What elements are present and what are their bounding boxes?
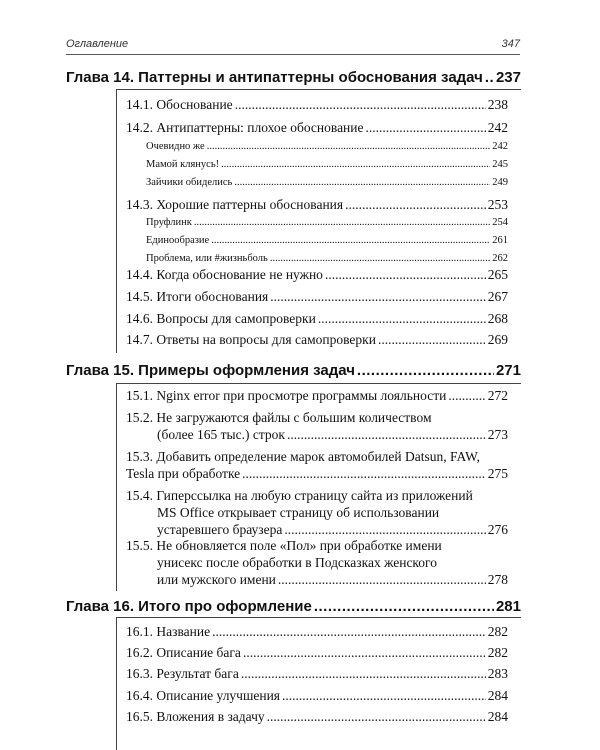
chapter-title: Глава 16. Итого про оформление	[66, 598, 312, 615]
entry-title: Вопросы для самопроверки	[156, 311, 316, 326]
entry-title: Описание улучшения	[156, 688, 281, 703]
toc-entry-14-6[interactable]	[126, 311, 508, 327]
dot-leader	[241, 666, 486, 682]
entry-page: 275	[487, 466, 508, 481]
entry-title-line: MS Office открывает страницу об использовании	[157, 505, 440, 520]
toc-subentry[interactable]	[146, 217, 508, 228]
running-header-section: Оглавление	[66, 38, 129, 50]
entry-page: 272	[487, 388, 508, 403]
toc-entry-15-1[interactable]	[126, 388, 508, 405]
entry-title-line: унисекс после обработки в Подсказках женского	[157, 555, 438, 570]
header-rule	[66, 54, 520, 55]
subentry-page: 249	[492, 177, 508, 188]
entry-number: 14.7.	[126, 332, 153, 347]
dot-leader	[448, 388, 485, 404]
subentry-page: 261	[492, 235, 508, 246]
dot-leader	[270, 253, 490, 264]
dot-leader	[318, 311, 486, 327]
chapter-16-heading[interactable]	[66, 598, 521, 615]
toc-subentry[interactable]	[146, 253, 508, 264]
toc-entry-16-3[interactable]	[126, 666, 508, 682]
entry-page: 284	[487, 688, 508, 703]
subentry-title: Зайчики обиделись	[146, 177, 233, 188]
running-header	[66, 34, 520, 52]
dot-leader	[212, 624, 486, 640]
toc-entry-16-5[interactable]	[126, 709, 508, 725]
chapter-16-rule	[116, 617, 521, 618]
toc-entry-16-4[interactable]	[126, 688, 508, 704]
toc-entry-15-3[interactable]	[126, 449, 508, 483]
dot-leader	[234, 177, 490, 188]
dot-leader	[314, 598, 494, 615]
entry-title-line: Не обновляется поле «Пол» при обработке имени	[156, 538, 442, 553]
entry-title-line: (более 165 тыс.) строк	[157, 427, 285, 442]
chapter-14-heading[interactable]	[66, 69, 521, 86]
toc-subentry[interactable]	[146, 159, 508, 170]
entry-title: Nginx error при просмотре программы лояльности	[156, 388, 447, 403]
dot-leader	[207, 141, 491, 152]
chapter-title: Глава 14. Паттерны и антипаттерны обоснования задач	[66, 69, 483, 86]
dot-leader	[278, 572, 486, 588]
dot-leader	[235, 97, 486, 113]
chapter-14-bar	[116, 89, 117, 353]
entry-title: Хорошие паттерны обоснования	[156, 197, 344, 212]
toc-subentry[interactable]	[146, 141, 508, 152]
toc-subentry[interactable]	[146, 235, 508, 246]
entry-page: 267	[487, 289, 508, 304]
entry-title-line: Гиперссылка на любую страницу сайта из приложений	[156, 488, 473, 503]
dot-leader	[357, 362, 494, 379]
entry-page: 268	[487, 311, 508, 326]
dot-leader	[345, 197, 486, 213]
entry-page: 238	[487, 97, 508, 112]
chapter-14-rule	[116, 89, 521, 90]
subentry-title: Единообразие	[146, 235, 210, 246]
chapter-page: 271	[495, 362, 521, 379]
dot-leader	[325, 267, 486, 283]
entry-title-line: устаревшего браузера	[157, 522, 283, 537]
entry-number: 14.1.	[126, 97, 153, 112]
chapter-15-heading[interactable]	[66, 362, 521, 379]
toc-subentry[interactable]	[146, 177, 508, 188]
entry-title-line: Не загружаются файлы с большим количеством	[156, 410, 432, 425]
entry-page: 253	[487, 197, 508, 212]
entry-number: 16.2.	[126, 645, 153, 660]
entry-number: 15.3.	[126, 449, 153, 464]
entry-title: Название	[156, 624, 211, 639]
entry-number: 15.4.	[126, 488, 153, 503]
toc-entry-14-4[interactable]	[126, 267, 508, 283]
entry-number: 14.3.	[126, 197, 153, 212]
entry-page: 273	[487, 427, 508, 442]
subentry-title: Проблема, или #жизньболь	[146, 253, 268, 264]
toc-entry-14-5[interactable]	[126, 289, 508, 305]
entry-number: 15.2.	[126, 410, 153, 425]
entry-number: 16.1.	[126, 624, 153, 639]
dot-leader	[194, 217, 490, 228]
entry-number: 16.4.	[126, 688, 153, 703]
entry-title: Результат бага	[156, 666, 239, 681]
entry-number: 15.5.	[126, 538, 153, 553]
toc-entry-16-1[interactable]	[126, 624, 508, 640]
toc-entry-14-2[interactable]	[126, 120, 508, 136]
toc-entry-15-2[interactable]	[126, 410, 508, 444]
dot-leader	[485, 69, 494, 86]
entry-page: 269	[487, 332, 508, 347]
dot-leader	[242, 466, 486, 482]
entry-title-line: или мужского имени	[157, 572, 276, 587]
entry-title: Итоги обоснования	[156, 289, 269, 304]
entry-title-line: Добавить определение марок автомобилей Datsun, FAW,	[156, 449, 481, 464]
dot-leader	[378, 332, 486, 348]
subentry-page: 262	[492, 253, 508, 264]
entry-page: 284	[487, 709, 508, 724]
toc-entry-15-4[interactable]	[126, 488, 508, 539]
toc-entry-15-5[interactable]	[126, 538, 508, 589]
chapter-page: 237	[495, 69, 521, 86]
dot-leader	[366, 120, 486, 136]
dot-leader	[284, 522, 485, 538]
entry-number: 14.5.	[126, 289, 153, 304]
entry-page: 276	[487, 522, 508, 537]
entry-number: 14.6.	[126, 311, 153, 326]
subentry-title: Очевидно же	[146, 141, 205, 152]
toc-entry-14-7[interactable]	[126, 332, 508, 348]
entry-number: 16.5.	[126, 709, 153, 724]
chapter-15-rule	[116, 383, 521, 384]
entry-title: Описание бага	[156, 645, 241, 660]
entry-number: 14.2.	[126, 120, 153, 135]
entry-page: 265	[487, 267, 508, 282]
entry-title: Вложения в задачу	[156, 709, 265, 724]
subentry-page: 254	[492, 217, 508, 228]
chapter-title: Глава 15. Примеры оформления задач	[66, 362, 355, 379]
dot-leader	[243, 645, 486, 661]
entry-page: 242	[487, 120, 508, 135]
running-header-page-number: 347	[501, 38, 520, 50]
entry-number: 14.4.	[126, 267, 153, 282]
toc-entry-16-2[interactable]	[126, 645, 508, 661]
entry-page: 282	[487, 624, 508, 639]
dot-leader	[221, 159, 490, 170]
entry-title: Ответы на вопросы для самопроверки	[156, 332, 376, 347]
entry-page: 278	[487, 572, 508, 587]
subentry-title: Пруфлинк	[146, 217, 192, 228]
dot-leader	[287, 427, 486, 443]
subentry-page: 245	[492, 159, 508, 170]
dot-leader	[211, 235, 490, 246]
toc-entry-14-3[interactable]	[126, 197, 508, 213]
entry-title-line: Tesla при обработке	[126, 466, 241, 481]
dot-leader	[267, 709, 486, 725]
chapter-page: 281	[495, 598, 521, 615]
entry-title: Антипаттерны: плохое обоснование	[156, 120, 364, 135]
entry-page: 282	[487, 645, 508, 660]
entry-page: 283	[487, 666, 508, 681]
entry-title: Когда обоснование не нужно	[156, 267, 323, 282]
dot-leader	[282, 688, 486, 704]
subentry-title: Мамой клянусь!	[146, 159, 220, 170]
dot-leader	[270, 289, 485, 305]
entry-title: Обоснование	[156, 97, 233, 112]
entry-number: 16.3.	[126, 666, 153, 681]
chapter-15-bar	[116, 383, 117, 591]
toc-entry-14-1[interactable]	[126, 97, 508, 113]
entry-number: 15.1.	[126, 388, 153, 403]
subentry-page: 242	[492, 141, 508, 152]
chapter-16-bar	[116, 617, 117, 750]
